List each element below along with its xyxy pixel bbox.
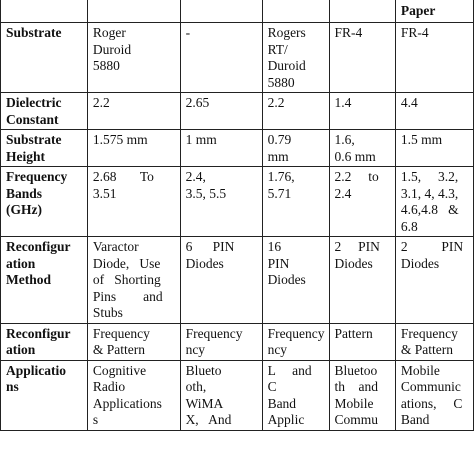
row-label — [1, 93, 88, 130]
table-cell — [262, 360, 329, 430]
cell-line: Frequency — [185, 325, 243, 341]
row-label-line: ation — [6, 342, 36, 357]
cell-line: 4.6,4.8 & — [400, 202, 459, 217]
cell-line: of Shorting — [92, 272, 161, 287]
table-cell — [329, 323, 395, 360]
cell-line: Stubs — [92, 305, 123, 320]
row-label-line: ns — [6, 379, 19, 394]
cell-line: & Pattern — [400, 342, 454, 357]
row-label-line: Reconfigur — [6, 239, 71, 254]
table-cell — [329, 167, 395, 237]
row-label-line: Bands — [6, 185, 43, 201]
cell-line: 1.4 — [334, 95, 352, 110]
cell-line: 5.71 — [267, 185, 292, 201]
table-cell — [180, 23, 262, 93]
cell-line: L and — [267, 362, 312, 378]
row-label-line: Substrate — [6, 25, 62, 40]
table-cell — [180, 323, 262, 360]
cell-line: PIN — [267, 255, 290, 271]
row-label — [1, 23, 88, 93]
cell-line: 3.5, 5.5 — [185, 185, 227, 201]
table-row-applications — [1, 360, 474, 430]
table-cell — [87, 23, 180, 93]
table-cell — [395, 323, 473, 360]
cell-line: mm — [267, 148, 289, 164]
header-paper-label: Paper — [400, 2, 436, 18]
row-label-line: ation — [6, 255, 36, 271]
cell-line: Bluetoo — [334, 362, 378, 378]
cell-line: 16 — [267, 239, 282, 254]
table-body — [1, 0, 474, 430]
cell-line: 1 mm — [185, 132, 217, 147]
header-cell-0 — [1, 0, 88, 23]
table-cell — [180, 360, 262, 430]
cell-line: 3.51 — [92, 185, 117, 201]
table-cell — [87, 360, 180, 430]
table-cell — [262, 167, 329, 237]
cell-line: 1.575 mm — [92, 132, 148, 147]
cell-line: oth, — [185, 379, 207, 394]
table-cell — [87, 237, 180, 324]
cell-line: Band — [267, 395, 297, 411]
cell-line: FR-4 — [400, 25, 429, 40]
cell-line: 0.6 mm — [334, 148, 376, 164]
cell-line: 1.76, — [267, 169, 295, 184]
row-label-line: Applicatio — [6, 362, 67, 378]
cell-line: 6.8 — [400, 218, 418, 234]
table-row-reconfiguration — [1, 323, 474, 360]
cell-line: Varactor — [92, 239, 139, 254]
cell-line: Band — [400, 412, 430, 427]
table-cell — [262, 237, 329, 324]
cell-line: & Pattern — [92, 342, 145, 357]
cell-line: 0.79 — [267, 132, 292, 147]
table-row-reconfiguration-method — [1, 237, 474, 324]
cell-line: Diodes — [185, 255, 224, 271]
table-row-substrate — [1, 23, 474, 93]
cell-line: RT/ — [267, 41, 288, 57]
row-label-line: Method — [6, 272, 51, 287]
cell-line: Applications — [92, 395, 162, 411]
table-cell — [329, 130, 395, 167]
header-cell-3 — [262, 0, 329, 23]
header-cell-2 — [180, 0, 262, 23]
cell-line: ncy — [185, 342, 206, 357]
cell-line: 4.4 — [400, 95, 418, 110]
table-cell — [329, 23, 395, 93]
row-label-line: Substrate — [6, 132, 62, 147]
table-cell — [395, 167, 473, 237]
row-label — [1, 360, 88, 430]
cell-line: Duroid — [267, 58, 306, 73]
cell-line: Pins and — [92, 288, 163, 304]
row-label — [1, 167, 88, 237]
row-label-line: Frequency — [6, 169, 68, 184]
cell-line: 2.2 — [267, 95, 285, 110]
cell-line: Applic — [267, 412, 305, 427]
cell-line: - — [185, 25, 191, 40]
table-cell — [395, 93, 473, 130]
header-cell-4 — [329, 0, 395, 23]
table-cell — [180, 93, 262, 130]
table-cell — [329, 237, 395, 324]
table-row-frequency-bands — [1, 167, 474, 237]
table-cell — [262, 130, 329, 167]
cell-line: 3.1, 4, 4.3, — [400, 185, 459, 201]
cell-line: Frequency — [267, 325, 325, 341]
table-row-substrate-height — [1, 130, 474, 167]
cell-line: Frequency — [92, 325, 150, 341]
cell-line: Rogers — [267, 25, 306, 40]
table-cell — [395, 130, 473, 167]
cell-line: Communic — [400, 379, 461, 394]
cell-line: 2.68 To — [92, 169, 154, 184]
cell-line: Diodes — [400, 255, 440, 271]
table-cell — [395, 237, 473, 324]
cell-line: 1.5 mm — [400, 132, 443, 147]
row-label-line: Dielectric — [6, 95, 62, 110]
cell-line: C — [267, 379, 277, 394]
cell-line: 2 PIN — [400, 239, 464, 254]
table-cell — [180, 237, 262, 324]
row-label-line: Constant — [6, 111, 59, 127]
table-cell — [262, 23, 329, 93]
cell-line: Mobile — [400, 362, 440, 378]
cell-line: ncy — [267, 342, 288, 357]
cell-line: 2 PIN — [334, 239, 380, 254]
cell-line: 2.4 — [334, 185, 352, 201]
cell-line: 2.2 — [92, 95, 110, 110]
cell-line: th and — [334, 379, 379, 394]
table-cell — [262, 323, 329, 360]
cell-line: 1.5, 3.2, — [400, 169, 459, 184]
table-cell — [180, 130, 262, 167]
cell-line: 5880 — [92, 58, 120, 73]
cell-line: Diode, Use — [92, 255, 161, 271]
header-cell-1 — [87, 0, 180, 23]
cell-line: Mobile — [334, 395, 374, 411]
cell-line: FR-4 — [334, 25, 363, 40]
row-label-line: Reconfigur — [6, 325, 71, 341]
cell-line: Cognitive — [92, 362, 147, 378]
cell-line: Diodes — [267, 272, 306, 287]
row-label — [1, 323, 88, 360]
cell-line: X, And — [185, 412, 232, 427]
cell-line: Diodes — [334, 255, 373, 271]
header-row — [1, 0, 474, 23]
table-cell — [87, 323, 180, 360]
cell-line: Radio — [92, 379, 126, 394]
cell-line: Blueto — [185, 362, 222, 378]
row-label — [1, 237, 88, 324]
table-cell — [180, 167, 262, 237]
cell-line: Pattern — [334, 325, 373, 341]
table-cell — [329, 93, 395, 130]
cell-line: 6 PIN — [185, 239, 235, 254]
cell-line: Commu — [334, 412, 379, 427]
cell-line: WiMA — [185, 395, 224, 411]
table-cell — [87, 130, 180, 167]
table-cell — [87, 167, 180, 237]
table-cell — [262, 93, 329, 130]
cell-line: 2.65 — [185, 95, 210, 110]
cell-line: Frequency — [400, 325, 458, 341]
header-cell-5 — [395, 0, 473, 23]
cell-line: ations, C — [400, 395, 463, 411]
table-cell — [395, 360, 473, 430]
cell-line: 5880 — [267, 74, 295, 90]
cell-line: 1.6, — [334, 132, 355, 147]
cell-line: Roger — [92, 25, 126, 40]
table-cell — [87, 93, 180, 130]
table-cell — [329, 360, 395, 430]
row-label-line: (GHz) — [6, 202, 42, 217]
table-row-dielectric-constant — [1, 93, 474, 130]
row-label — [1, 130, 88, 167]
cell-line: s — [92, 412, 99, 427]
cell-line: 2.2 to — [334, 169, 379, 184]
cell-line: 2.4, — [185, 169, 206, 184]
cell-line: Duroid — [92, 41, 132, 57]
row-label-line: Height — [6, 148, 45, 164]
table-cell — [395, 23, 473, 93]
